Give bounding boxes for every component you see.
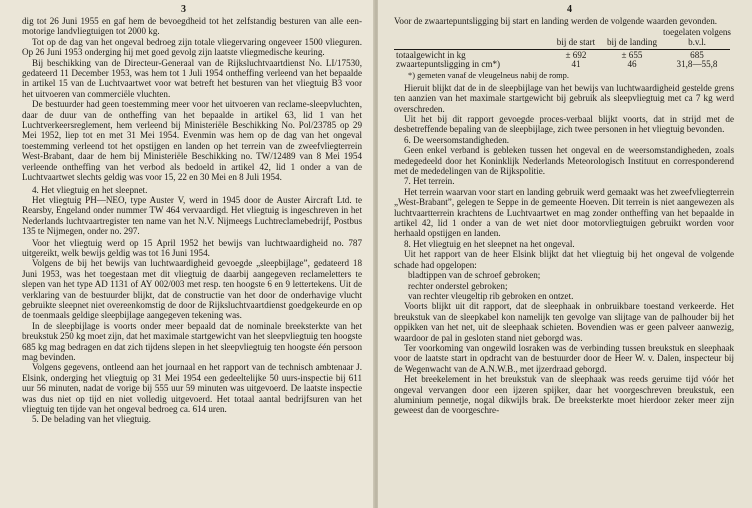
paragraph: Uit het bij dit rapport gevoegde proces-verbaal blijkt voorts, dat in strijd met de desbetreffende bepaling van de sleepbijlage, zich twee personen in het vliegtuig bevonden.	[394, 114, 734, 135]
text-column	[394, 16, 734, 416]
table-header: bij de start	[556, 37, 596, 47]
paragraph: Uit het rapport van de heer Elsink blijkt dat het vliegtuig bij het ongeval de volgende schade had opgelopen:	[394, 249, 734, 270]
damage-item: rechter onderstel gebroken;	[408, 280, 508, 291]
page-left	[0, 0, 374, 508]
paragraph: Hieruit blijkt dat de in de sleepbijlage van het bewijs van luchtwaardigheid gestelde grens ten aanzien van het maximale startgewicht bij gebruik als sleepvliegtuig met ca 7 kg werd overschreden.	[394, 82, 734, 114]
table-footnote: *) gemeten vanaf de vleugelneus nabij de romp.	[408, 70, 569, 80]
damage-item: van rechter vleugeltip rib gebroken en ontzet.	[408, 290, 574, 301]
table-header: bij de landing	[606, 37, 657, 47]
section-heading: 4. Het vliegtuig en het sleepnet.	[32, 184, 148, 195]
paragraph: Volgens gegevens, ontleend aan het journaal en het rapport van de technisch ambtenaar J. Elsink, onderging het vliegtuig op 31 Mei 1954 een gedeeltelijke 50 uurs-inspectie bij 611 uur 56 minuten, nadat de vorige bij 555 uur 59 minuten was uitgevoerd. De laatste inspectie was dus niet op tijd en niet volledig uitgevoerd. Het totaal aantal bedrijfsuren van het vliegtuig ten tijde van het ongeval bedroeg ca. 614 uren.	[22, 362, 362, 415]
balance-table	[394, 28, 734, 47]
table-header: toegelaten volgens b.v.l.	[663, 27, 731, 47]
paragraph: Voor het vliegtuig werd op 15 April 1952 het bewijs van luchtwaardigheid no. 787 uitgereikt, welk bewijs geldig was tot 16 Juni 1954.	[22, 237, 362, 258]
table-cell-label: totaalgewicht in kg	[396, 49, 466, 60]
section-heading: 5. De belading van het vliegtuig.	[32, 414, 151, 425]
table-cell: ± 692	[565, 49, 587, 60]
paragraph: Voor de zwaartepuntsligging bij start en landing werden de volgende waarden gevonden.	[394, 16, 718, 26]
page-number: 4	[567, 4, 572, 15]
section-heading: 6. De weersomstandigheden.	[404, 134, 510, 145]
table-cell: 41	[571, 59, 581, 70]
paragraph: De bestuurder had geen toestemming meer voor het uitvoeren van reclame-sleepvluchten, daar de duur van de ontheffing van het bepaalde in artikel 63, lid 1 van het Luchtverkeersreglement, hem verleend bij Ministeriële Beschikking No. Pol/23785 op 29 Mei 1952, liep tot en met 31 Mei 1954. Evenmin was hem op de dag van het ongeval toestemming verleend tot het opstijgen en landen op het terrein van de zweefvliegterrein West-Brabant, daar de hem bij Ministeriële Beschikking no. TW/12489 van 8 Mei 1954 verleende ontheffing van het verbod als bedoeld in artikel 42, lid 1 onder a van de Luchtvaartwet slechts geldig was voor 15, 22 en 30 Mei en 8 Juli 1954.	[22, 99, 362, 183]
table-cell: 46	[627, 59, 637, 70]
table-cell: 31,8—55,8	[676, 59, 718, 70]
table-row	[394, 60, 734, 70]
paragraph: Het breekelement in het breukstuk van de sleephaak was reeds geruime tijd vóór het ongeval vervangen door een ijzeren spijker, daar het voorgeschreven breukstuk, een aluminium pennetje, nogal dikwijls brak. De breeksterkte moet hierdoor zeker meer zijn geweest dan de voorgeschre-	[394, 374, 734, 416]
paragraph: Geen enkel verband is gebleken tussen het ongeval en de weersomstandigheden, zoals medegedeeld door het Koninklijk Nederlands Meteorologisch Instituut en corresponderend met de mededelingen van de Rijkspolitie.	[394, 145, 734, 177]
table-cell: ± 655	[621, 49, 643, 60]
paragraph: Het terrein waarvan voor start en landing gebruik werd gemaakt was het zweefvliegterrein „West-Brabant”, gelegen te Seppe in de gemeente Hoeven. Dit terrein is niet aangewezen als luchtvaartterrein krachtens de Luchtvaartwet en mag zonder ontheffing van het bepaalde in artikel 42, lid 1 onder a van de wet niet door motorvliegtuigen gebruikt worden voor herhaald opstijgen en landen.	[394, 186, 734, 239]
paragraph: Volgens de bij het bewijs van luchtwaardigheid gevoegde „sleepbijlage”, gedateerd 18 Juni 1953, was het toegestaan met dit vliegtuig de daarbij aangegeven reclameletters te slepen van het type AD 1131 of AY 002/003 met resp. ten hoogste 6 en 9 lettertekens. Uit de verklaring van de bestuurder blijkt, dat de constructie van het door de onderhavige vlucht gebruikte sleepnet niet overeenkomstig de door de Rijksluchtvaartdienst goedgekeurde en op de toenmaals geldige sleepbijlage aangegeven tekening was.	[22, 258, 362, 321]
table-header-blank	[394, 28, 548, 47]
paragraph: dig tot 26 Juni 1955 en gaf hem de bevoegdheid tot het zelfstandig besturen van alle een-motorige landvliegtuigen tot 2000 kg.	[22, 16, 362, 37]
damage-item: bladtippen van de schroef gebroken;	[408, 270, 541, 281]
balance-table-body	[394, 51, 734, 70]
section-heading: 7. Het terrein.	[404, 176, 455, 187]
table-cell: 685	[690, 49, 704, 60]
paragraph: Het vliegtuig PH—NEO, type Auster V, werd in 1945 door de Auster Aircraft Ltd. te Rearsby, Engeland onder nummer TW 464 vervaardigd. Het vliegtuig is ingeschreven in het Nederlands luchtvaartregister ten name van het N.V. Nijmeegs Luchtreclamebedrijf, Postbus 135 te Nijmegen, onder no. 297.	[22, 194, 362, 237]
paragraph: Ter voorkoming van ongewild losraken was de verbinding tussen breukstuk en sleephaak voor de laatste start in opdracht van de bestuurder door de Heer W. v. Dalen, inspecteur bij de Wegenwacht van de A.N.W.B., met ijzerdraad geborgd.	[394, 342, 734, 374]
paragraph: Tot op de dag van het ongeval bedroeg zijn totale vliegervaring ongeveer 1500 vlieguren. Op 26 Juni 1953 onderging hij met goed gevolg zijn laatste vliegmedische keuring.	[22, 36, 362, 58]
text-column	[22, 16, 362, 425]
page-number: 3	[181, 4, 186, 15]
paragraph: In de sleepbijlage is voorts onder meer bepaald dat de nominale breeksterkte van het breukstuk 250 kg moet zijn, dat het maximale startgewicht van het sleepvliegtuig ten hoogste 685 kg mag bedragen en dat zich tijdens slepen in het sleepvliegtuig ten hoogste één persoon mag bevinden.	[22, 320, 362, 362]
table-cell-label: zwaartepuntsligging in cm*)	[396, 59, 501, 70]
paragraph: Bij beschikking van de Directeur-Generaal van de Rijksluchtvaartdienst No. LI/17530, gedateerd 11 December 1953, was hem tot 1 Juli 1954 ontheffing verleend van het bepaalde in artikel 15 van de Luchtvaartwet voor wat betreft het besturen van het vliegtuig B3 voor het uitvoeren van commerciële vluchten.	[22, 57, 362, 99]
page-right	[378, 0, 752, 508]
table-header-row	[394, 28, 734, 47]
section-heading: 8. Het vliegtuig en het sleepnet na het ongeval.	[404, 238, 575, 249]
paragraph: Voorts blijkt uit dit rapport, dat de sleephaak in onbruikbare toestand verkeerde. Het breukstuk van de sleepkabel kon namelijk ten gevolge van slijtage van de palhouder bij het oppikken van het net, uit de sleephaak schieten. Bovendien was er geen palveer aanwezig, waardoor de pal in gesloten stand niet geborgd was.	[394, 301, 734, 343]
